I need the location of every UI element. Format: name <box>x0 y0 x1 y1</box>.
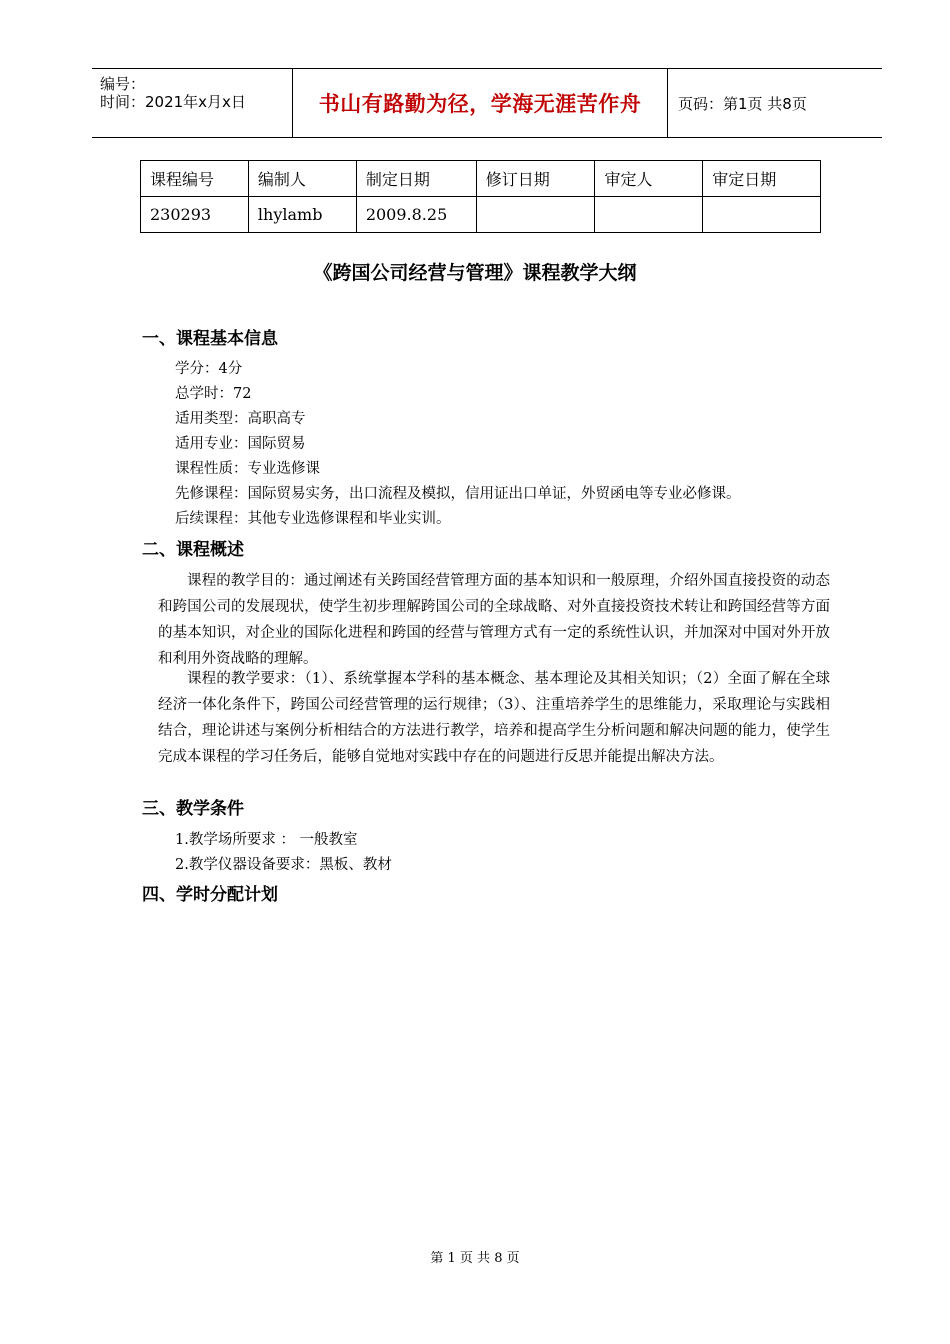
table-cell: lhylamb <box>248 197 356 233</box>
page-label: 页码：第1页 共8页 <box>678 94 807 113</box>
time-label: 时间：2021年x月x日 <box>100 93 246 111</box>
table-header-cell: 修订日期 <box>476 161 595 197</box>
table-cell <box>595 197 703 233</box>
header-left-cell <box>92 69 292 137</box>
overview-requirements-paragraph: 课程的教学要求：（1）、系统掌握本学科的基本概念、基本理论及其相关知识；（2）全面了解在全球经济一体化条件下，跨国公司经营管理的运行规律；（3）、注重培养学生的思维能力，采取理论与实践相结合，理论讲述与案例分析相结合的方法进行教学，培养和提高学生分析问题和解决问题的能力，使学生完成本课程的学习任务后，能够自觉地对实践中存在的问题进行反思并能提出解决方法。 <box>158 671 830 765</box>
page-header <box>92 68 882 138</box>
info-line: 适用类型：高职高专 <box>175 411 306 427</box>
condition-line: 2.教学仪器设备要求：黑板、教材 <box>175 857 392 873</box>
section-heading-hours-plan: 四、学时分配计划 <box>142 885 278 905</box>
table-cell: 2009.8.25 <box>356 197 476 233</box>
table-cell <box>703 197 821 233</box>
info-line: 适用专业：国际贸易 <box>175 436 306 452</box>
header-motto-cell <box>292 69 668 137</box>
info-line: 学分：4分 <box>175 361 243 377</box>
page-footer: 第 1 页 共 8 页 <box>430 1251 520 1266</box>
section-heading-conditions: 三、教学条件 <box>142 799 244 819</box>
table-header-cell: 编制人 <box>248 161 356 197</box>
info-line: 先修课程：国际贸易实务，出口流程及模拟，信用证出口单证，外贸函电等专业必修课。 <box>175 486 741 502</box>
motto-text: 书山有路勤为径，学海无涯苦作舟 <box>318 92 642 116</box>
number-label: 编号： <box>100 75 146 93</box>
course-meta-table <box>140 160 821 233</box>
overview-purpose-paragraph: 课程的教学目的：通过阐述有关跨国经营管理方面的基本知识和一般原理，介绍外国直接投资的动态和跨国公司的发展现状，使学生初步理解跨国公司的全球战略、对外直接投资技术转让和跨国经营等方面的基本知识，对企业的国际化进程和跨国的经营与管理方式有一定的系统性认识，并加深对中国对外开放和利用外资战略的理解。 <box>158 573 830 667</box>
info-line: 总学时：72 <box>175 386 252 402</box>
document-title: 《跨国公司经营与管理》课程教学大纲 <box>313 262 637 284</box>
info-line: 课程性质：专业选修课 <box>175 461 320 477</box>
header-page-cell <box>668 69 882 137</box>
table-header-cell: 审定日期 <box>703 161 821 197</box>
table-header-cell: 审定人 <box>595 161 703 197</box>
table-header-row <box>141 161 821 197</box>
table-row <box>141 197 821 233</box>
table-cell: 230293 <box>141 197 249 233</box>
info-line: 后续课程：其他专业选修课程和毕业实训。 <box>175 511 451 527</box>
table-header-cell: 课程编号 <box>141 161 249 197</box>
section-heading-overview: 二、课程概述 <box>142 540 244 560</box>
table-header-cell: 制定日期 <box>356 161 476 197</box>
table-cell <box>476 197 595 233</box>
condition-line: 1.教学场所要求 ： 一般教室 <box>175 832 358 848</box>
section-heading-basic-info: 一、课程基本信息 <box>142 329 278 349</box>
